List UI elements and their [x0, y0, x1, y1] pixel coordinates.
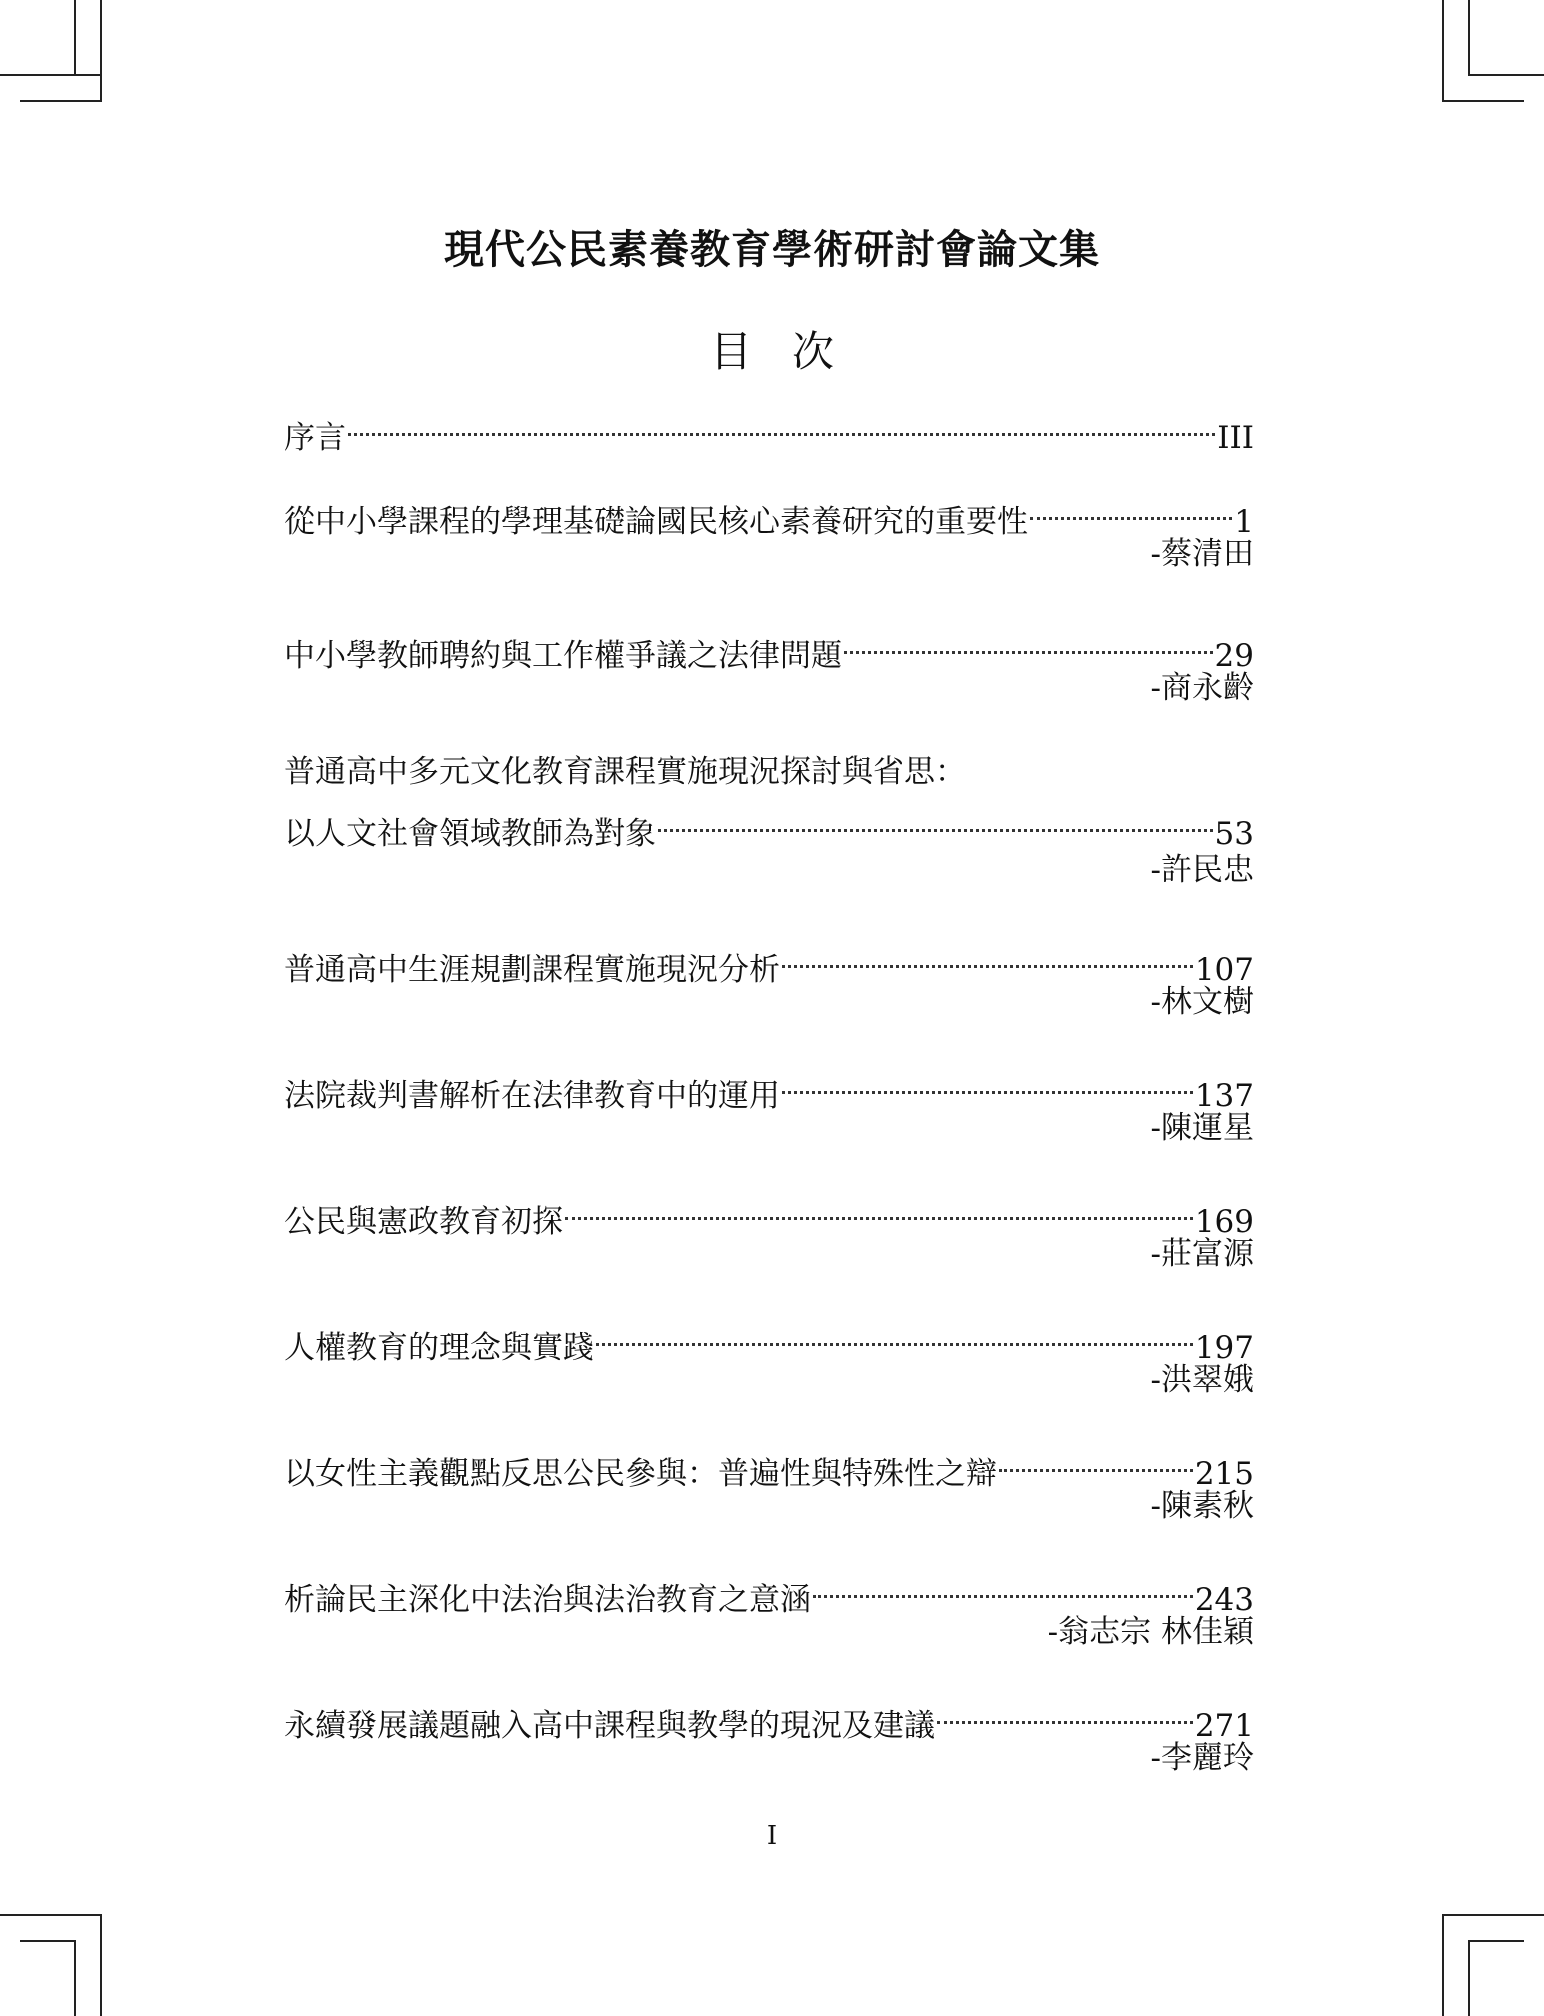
toc-entry-title: 人權教育的理念與實踐	[284, 1330, 594, 1366]
toc-entry-author: -莊富源	[1150, 1236, 1254, 1272]
page-title: 現代公民素養教育學術研討會論文集	[444, 226, 1100, 273]
toc-entry-title: 析論民主深化中法治與法治教育之意涵	[284, 1582, 811, 1618]
toc-entry-page: 137	[1194, 1078, 1254, 1114]
toc-entry-page: 271	[1194, 1708, 1254, 1744]
crop-mark-bottom-left-inner-h	[20, 1940, 76, 1942]
toc-entry-page: 169	[1194, 1204, 1254, 1240]
toc-entry[interactable]	[284, 1562, 1254, 1654]
crop-mark-top-right-inner-h	[1442, 100, 1524, 102]
toc-entry-author: -商永齡	[1150, 670, 1254, 706]
toc-entry-title: 公民與憲政教育初探	[284, 1204, 563, 1240]
toc-entry-page: III	[1217, 420, 1254, 456]
crop-mark-top-left-horizontal	[0, 74, 100, 76]
dot-leader	[782, 932, 1193, 980]
toc-entry-title: 法院裁判書解析在法律教育中的運用	[284, 1078, 780, 1114]
toc-entry[interactable]	[284, 748, 1254, 892]
toc-entry-author: -蔡清田	[1150, 536, 1254, 572]
toc-entry-title: 永續發展議題融入高中課程與教學的現況及建議	[284, 1708, 935, 1744]
toc-entry-title: 以女性主義觀點反思公民參與：普遍性與特殊性之辯	[284, 1456, 997, 1492]
toc-entry-page: 1	[1234, 504, 1254, 540]
toc-entry-author: -許民忠	[1150, 852, 1254, 888]
toc-entry-page: 107	[1194, 952, 1254, 988]
toc-entry-author: -洪翠娥	[1150, 1362, 1254, 1398]
toc-entry-page: 53	[1214, 816, 1254, 852]
crop-mark-top-left-inner-h	[20, 100, 102, 102]
dot-leader	[348, 400, 1215, 448]
toc-entry-author: -李麗玲	[1150, 1740, 1254, 1776]
toc-entry[interactable]	[284, 1184, 1254, 1276]
crop-mark-bottom-left-horizontal	[0, 1914, 102, 1916]
dot-leader	[999, 1436, 1193, 1484]
dot-leader	[844, 618, 1213, 666]
crop-mark-bottom-right-horizontal	[1442, 1914, 1544, 1916]
crop-mark-bottom-right-inner-h	[1468, 1940, 1524, 1942]
crop-mark-top-right-horizontal	[1468, 74, 1544, 76]
toc-entry[interactable]	[284, 1058, 1254, 1150]
crop-mark-top-right-vertical	[1442, 0, 1444, 100]
crop-mark-bottom-right-vertical	[1442, 1916, 1444, 2016]
dot-leader	[596, 1310, 1193, 1358]
toc-entry-author: -翁志宗 林佳穎	[1047, 1614, 1254, 1650]
dot-leader	[658, 796, 1213, 844]
crop-mark-top-left-inner	[74, 0, 76, 76]
toc-entry-page: 29	[1214, 638, 1254, 674]
dot-leader	[813, 1562, 1193, 1610]
toc-entry[interactable]	[284, 1310, 1254, 1402]
toc-entry-page: 215	[1194, 1456, 1254, 1492]
crop-mark-bottom-left-vertical	[100, 1916, 102, 2016]
toc-entry[interactable]	[284, 618, 1254, 710]
crop-mark-bottom-left-inner	[74, 1940, 76, 2016]
toc-entry[interactable]	[284, 400, 1254, 456]
toc-entry-title: 從中小學課程的學理基礎論國民核心素養研究的重要性	[284, 504, 1028, 540]
dot-leader	[782, 1058, 1193, 1106]
toc-entry[interactable]	[284, 1436, 1254, 1528]
toc-entry[interactable]	[284, 932, 1254, 1024]
dot-leader	[1030, 484, 1232, 532]
toc-entry-title-line1: 普通高中多元文化教育課程實施現況探討與省思：	[284, 754, 966, 790]
toc-entry[interactable]	[284, 1688, 1254, 1780]
toc-entry-title: 中小學教師聘約與工作權爭議之法律問題	[284, 638, 842, 674]
toc-heading: 目次	[709, 327, 874, 376]
toc-entry-title: 序言	[284, 420, 346, 456]
toc-entry-author: -林文樹	[1150, 984, 1254, 1020]
toc-entry-author: -陳素秋	[1150, 1488, 1254, 1524]
dot-leader	[937, 1688, 1193, 1736]
toc-entry-author: -陳運星	[1150, 1110, 1254, 1146]
crop-mark-top-right-inner	[1468, 0, 1470, 76]
crop-mark-bottom-right-inner	[1468, 1940, 1470, 2016]
dot-leader	[565, 1184, 1193, 1232]
toc-entry[interactable]	[284, 484, 1254, 576]
toc-entry-title: 以人文社會領域教師為對象	[284, 816, 656, 852]
page-number: I	[766, 1821, 778, 1851]
toc-entry-title: 普通高中生涯規劃課程實施現況分析	[284, 952, 780, 988]
toc-entry-page: 197	[1194, 1330, 1254, 1366]
crop-mark-top-left-vertical	[100, 0, 102, 100]
toc-entry-page: 243	[1194, 1582, 1254, 1618]
